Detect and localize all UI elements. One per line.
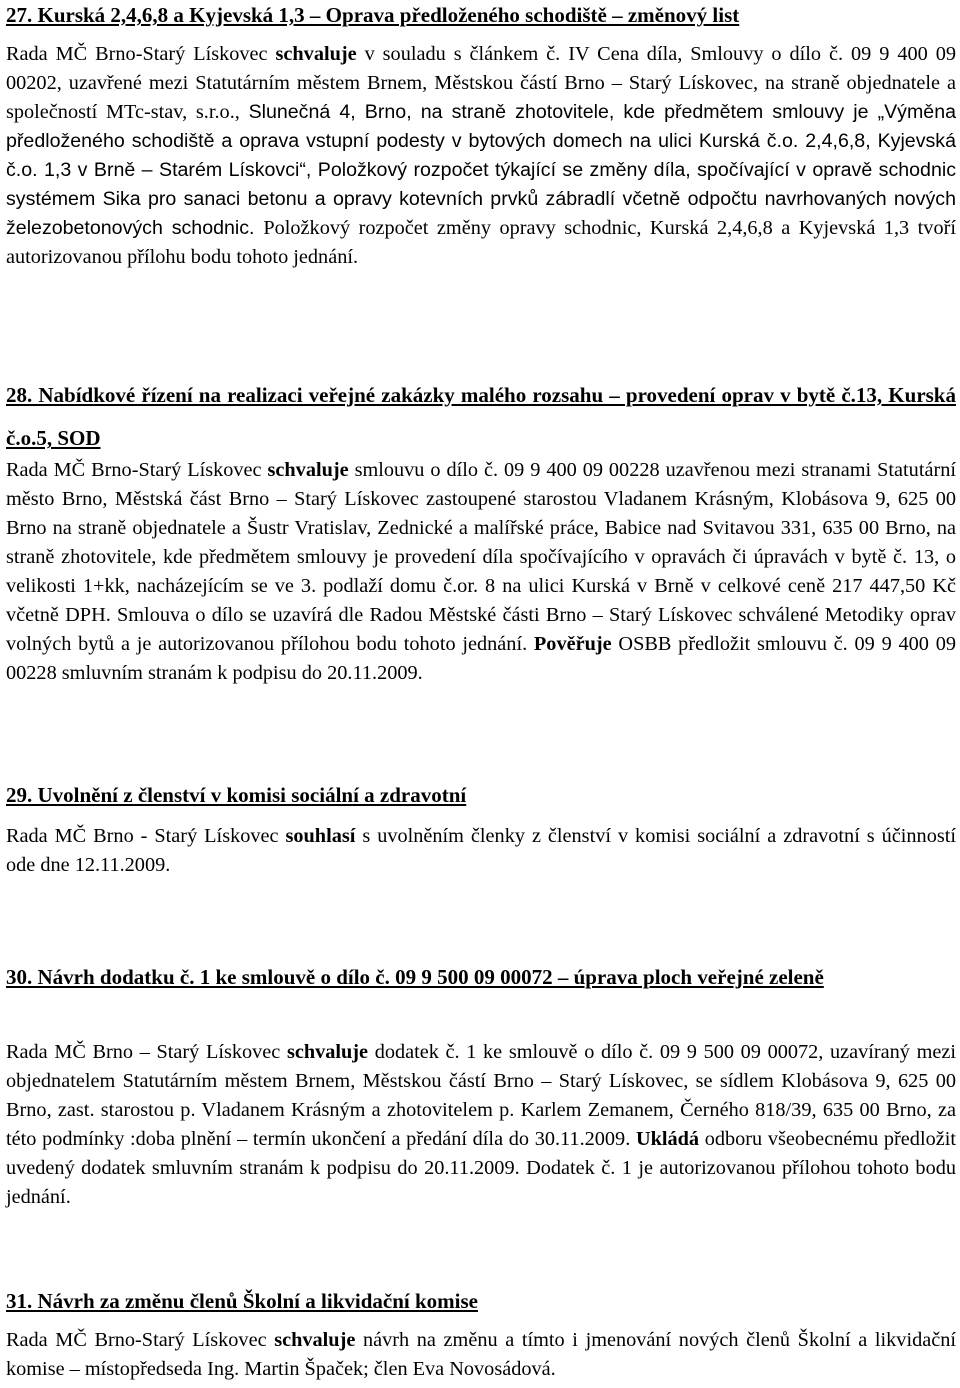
text-run: smlouvu o dílo č. 09 9 400 09 00228 uzavřenou mezi stranami Statutární město Brno, Městská část Brno – Starý Lískovec zastoupené starostou Vladanem Krásným, Klobásova 9, 625 00 Brno na straně objednatele a Šustr Vratislav, Zednické a malířské práce, Babice nad Svitavou 331, 635 00 Brno, na straně zhotovitele, kde předmětem smlouvy je provedení díla spočívajícího v opravách či úpravách v bytě č. 13, o velikosti 1+kk, nacházejícím se ve 3. podlaží domu č.or. 8 na ulici Kurská v Brně v celkové ceně 217 447,50 Kč včetně DPH. Smlouva o dílo se uzavírá dle Radou Městské části Brno – Starý Lískovec schválené Metodiky oprav volných bytů a je autorizovanou přílohou bodu tohoto jednání. bbox=[6, 459, 956, 655]
resolution-verb: Ukládá bbox=[635, 1128, 700, 1150]
text-run: Rada MČ Brno – Starý Lískovec bbox=[6, 1041, 287, 1063]
section-31-text bbox=[6, 1326, 956, 1384]
resolution-verb: schvaluje bbox=[286, 1041, 369, 1063]
text-run: s uvolněním členky z členství v komisi sociální a zdravotní s účinností ode dne 12.11.2009. bbox=[6, 825, 957, 876]
text-run: Položkový rozpočet změny opravy schodnic, Kurská 2,4,6,8 a Kyjevská 1,3 tvoří autorizovanou přílohu bodu tohoto jednání. bbox=[6, 217, 956, 268]
text-run: v souladu s článkem č. IV Cena díla, Smlouvy o dílo č. 09 9 400 09 00202, uzavřené mezi Statutárním městem Brnem, Městskou částí Brno – Starý Lískovec, na straně objednatele a společností MTc-stav, s.r.o., bbox=[6, 43, 956, 123]
text-run: odboru všeobecnému předložit uvedený dodatek smluvním stranám k podpisu do 20.11.2009. Dodatek č. 1 je autorizovanou přílohou tohoto bodu jednání. bbox=[6, 1128, 956, 1208]
text-run: Rada MČ Brno-Starý Lískovec bbox=[6, 459, 268, 481]
resolution-verb: souhlasí bbox=[285, 825, 356, 847]
section-27-text bbox=[6, 40, 956, 272]
resolution-verb: schvaluje bbox=[275, 43, 357, 65]
text-run: Rada MČ Brno-Starý Lískovec bbox=[6, 1329, 275, 1351]
section-27-heading: 27. Kurská 2,4,6,8 a Kyjevská 1,3 – Oprava předloženého schodiště – změnový list bbox=[6, 3, 740, 27]
section-30-text bbox=[6, 1038, 956, 1212]
text-run: Rada MČ Brno - Starý Lískovec bbox=[6, 825, 286, 847]
text-run: OSBB předložit smlouvu č. 09 9 400 09 00228 smluvním stranám k podpisu do 20.11.2009. bbox=[6, 633, 956, 684]
section-28-text bbox=[6, 456, 956, 688]
resolution-verb: schvaluje bbox=[274, 1329, 356, 1351]
text-run: dodatek č. 1 ke smlouvě o dílo č. 09 9 500 09 00072, uzavíraný mezi objednatelem Statutárním městem Brnem, Městskou částí Brno – Starý Lískovec, se sídlem Klobásova 9, 625 00 Brno, zast. starostou p. Vladanem Krásným a zhotovitelem p. Karlem Zemanem, Černého 818/39, 635 00 Brno, za této podmínky :doba plnění – termín ukončení a předání díla do 30.11.2009. bbox=[6, 1041, 956, 1150]
resolution-verb: Pověřuje bbox=[533, 633, 612, 655]
section-29-text bbox=[6, 822, 956, 880]
section-30-heading: 30. Návrh dodatku č. 1 ke smlouvě o dílo č. 09 9 500 09 00072 – úprava ploch veřejné zeleně bbox=[6, 965, 824, 989]
text-run: Rada MČ Brno-Starý Lískovec bbox=[6, 43, 276, 65]
section-31-heading: 31. Návrh za změnu členů Školní a likvidační komise bbox=[6, 1289, 478, 1313]
section-28-heading: 28. Nabídkové řízení na realizaci veřejné zakázky malého rozsahu – provedení oprav v bytě č.13, Kurská č.o.5, SOD bbox=[6, 383, 956, 450]
resolution-verb: schvaluje bbox=[267, 459, 349, 481]
section-29-heading: 29. Uvolnění z členství v komisi sociální a zdravotní bbox=[6, 783, 467, 807]
text-run: návrh na změnu a tímto i jmenování nových členů Školní a likvidační komise – místopředseda Ing. Martin Špaček; člen Eva Novosádová. bbox=[6, 1329, 957, 1380]
text-run-sans: Slunečná 4, Brno, na straně zhotovitele, kde předmětem smlouvy je „Výměna předloženého schodiště a oprava vstupní podesty v bytových domech na ulici Kurská č.o. 2,4,6,8, Kyjevská č.o. 1,3 v Brně – Starém Lískovci“, Položkový rozpočet týkající se změny díla, spočívající v opravě schodnic systémem Sika pro sanaci betonu a opravy kotevních prvků zábradlí včetně odpočtu navrhovaných nových železobetonových schodnic. bbox=[6, 101, 956, 239]
